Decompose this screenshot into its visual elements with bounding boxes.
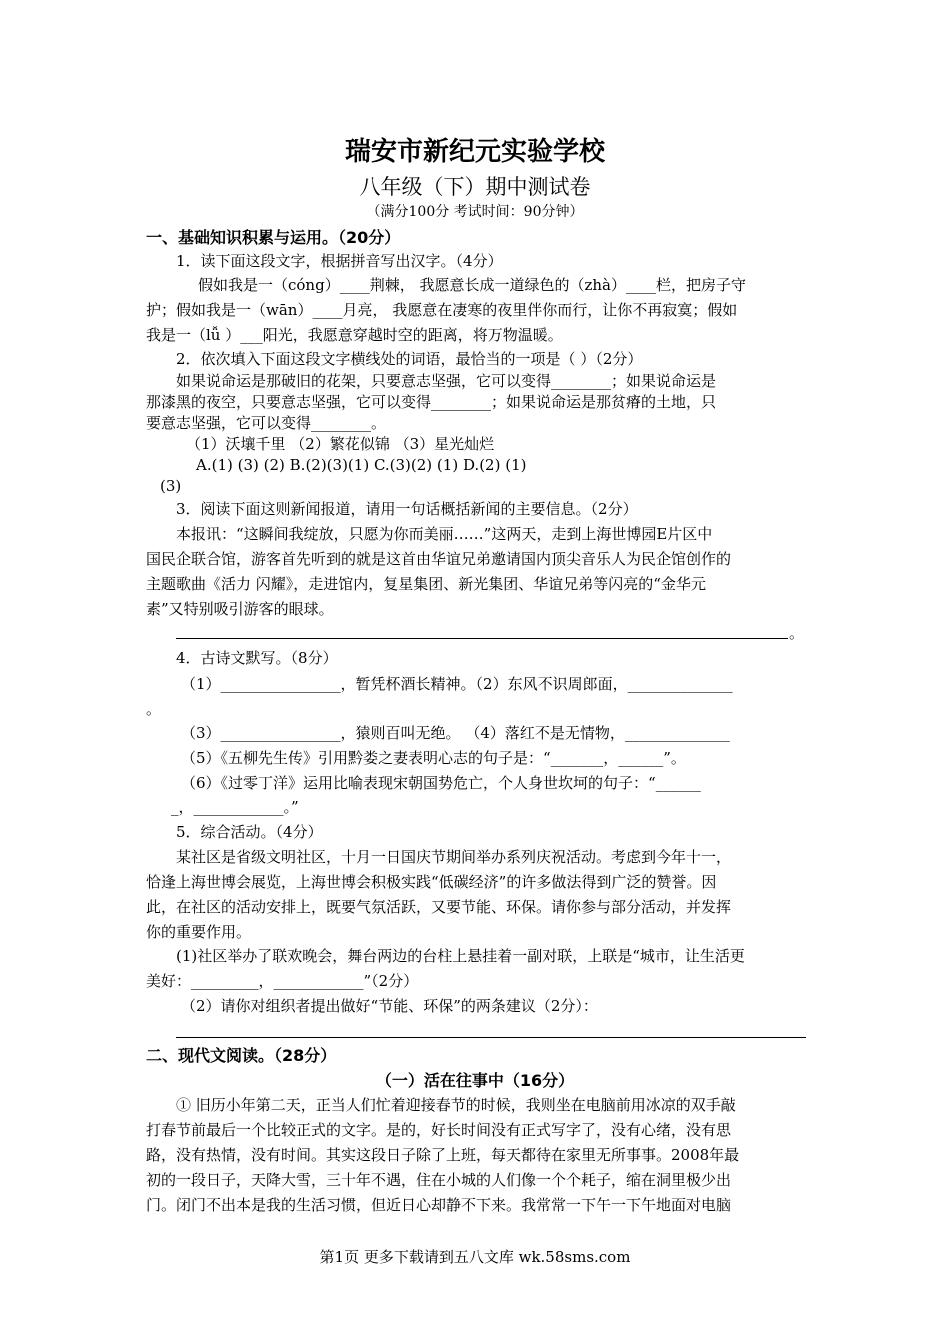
section2-heading: 二、现代文阅读。（28分） — [146, 1046, 337, 1065]
q1-line: 护；假如我是一（wān）____月亮， 我愿意在凄寒的夜里伴你而行，让你不再寂寞；假如 — [146, 301, 738, 319]
q1-line: 1．读下面这段文字，根据拼音写出汉字。（4分） — [176, 252, 503, 270]
answer-line — [176, 638, 788, 639]
q2-line: 如果说命运是那破旧的花架，只要意志坚强，它可以变得________；如果说命运是 — [176, 372, 717, 390]
q2-line: 那漆黑的夜空，只要意志坚强，它可以变得________；如果说命运是那贫瘠的土地，只 — [146, 393, 717, 411]
passage-line: 门。闭门不出本是我的生活习惯，但近日心却静不下来。我常常一下午一下午地面对电脑 — [146, 1196, 732, 1214]
q5-line: 美好：_________，____________”（2分） — [146, 972, 419, 990]
q1-line: 假如我是一（cóng）____荆棘， 我愿意长成一道绿色的（zhà）____栏，把房子守 — [198, 276, 746, 294]
q4-line: （6）《过零丁洋》运用比喻表现宋朝国势危亡，个人身世坎坷的句子：“______ — [181, 774, 701, 792]
passage-line: ① 旧历小年第二天，正当人们忙着迎接春节的时候，我则坐在电脑前用冰凉的双手敲 — [176, 1096, 736, 1114]
school-title: 瑞安市新纪元实验学校 — [344, 137, 605, 167]
q3-line: 国民企联合馆，游客首先听到的就是这首由华谊兄弟邀请国内顶尖音乐人为民企馆创作的 — [146, 550, 732, 568]
passage-line: 打春节前最后一个比较正式的文字。是的，好长时间没有正式写字了，没有心绪，没有思 — [146, 1121, 732, 1139]
section1-heading: 一、基础知识积累与运用。（20分） — [146, 228, 401, 247]
q4-line: 。 — [146, 700, 162, 718]
exam-title: 八年级（下）期中测试卷 — [359, 175, 591, 199]
q5-line: 恰逢上海世博会展览，上海世博会积极实践“低碳经济”的许多做法得到广泛的赞誉。因 — [146, 873, 717, 891]
answer-line — [176, 1037, 806, 1038]
q4-line: （1）________________，暂凭杯酒长精神。（2）东风不识周郎面，______________ — [181, 675, 733, 693]
q5-line: 此，在社区的活动安排上，既要气氛活跃，又要节能、环保。请你参与部分活动，并发挥 — [146, 898, 732, 916]
passage-line: 初的一段日子，天降大雪，三十年不遇，住在小城的人们像一个个耗子，缩在洞里极少出 — [146, 1171, 732, 1189]
passage-line: 路，没有热情，没有时间。其实这段日子除了上班，每天都待在家里无所事事。2008年最 — [146, 1146, 740, 1164]
q5-line: （2）请你对组织者提出做好“节能、环保”的两条建议（2分）： — [181, 997, 598, 1015]
q5-line: 5．综合活动。（4分） — [176, 823, 323, 841]
exam-note: （满分100分 考试时间：90分钟） — [366, 204, 584, 220]
q4-line: （3）________________，猿则百叫无绝。 （4）落红不是无情物，______________ — [181, 724, 730, 742]
q1-line: 我是一（lǚ ）___阳光，我愿意穿越时空的距离，将万物温暖。 — [146, 326, 563, 344]
q2-line: 要意志坚强，它可以变得________。 — [146, 414, 387, 432]
q4-line: _，____________。” — [171, 798, 299, 816]
q3-line: 素”又特别吸引游客的眼球。 — [146, 600, 334, 618]
q4-line: 4．古诗文默写。（8分） — [176, 649, 338, 667]
q3-line: 主题歌曲《活力 闪耀》，走进馆内，复星集团、新光集团、华谊兄弟等闪亮的“金华元 — [146, 575, 706, 593]
passage-title: （一）活在往事中（16分） — [375, 1071, 575, 1090]
answer-line-end: 。 — [789, 624, 805, 642]
q2-options: （1）沃壤千里 （2）繁花似锦 （3）星光灿烂 — [186, 435, 495, 453]
q2-line: 2．依次填入下面这段文字横线处的词语，最恰当的一项是（ ）（2分） — [176, 350, 643, 368]
q5-line: (1)社区举办了联欢晚会，舞台两边的台柱上悬挂着一副对联，上联是“城市，让生活更 — [176, 947, 745, 965]
page-footer: 第1页 更多下载请到五八文库 wk.58sms.com — [319, 1248, 631, 1266]
q3-line: 本报讯：“这瞬间我绽放，只愿为你而美丽……”这两天，走到上海世博园E片区中 — [176, 525, 713, 543]
q5-line: 你的重要作用。 — [146, 923, 252, 941]
q4-line: （5）《五柳先生传》引用黔娄之妻表明心志的句子是：“_______，______”。 — [181, 749, 686, 767]
q5-line: 某社区是省级文明社区，十月一日国庆节期间举办系列庆祝活动。考虑到今年十一， — [176, 848, 732, 866]
q2-choices: A.(1) (3) (2) B.(2)(3)(1) C.(3)(2) (1) D.(2) (1) — [196, 456, 527, 474]
q3-line: 3．阅读下面这则新闻报道，请用一句话概括新闻的主要信息。（2分） — [176, 500, 638, 518]
q2-choices-wrap: (3) — [160, 477, 182, 495]
